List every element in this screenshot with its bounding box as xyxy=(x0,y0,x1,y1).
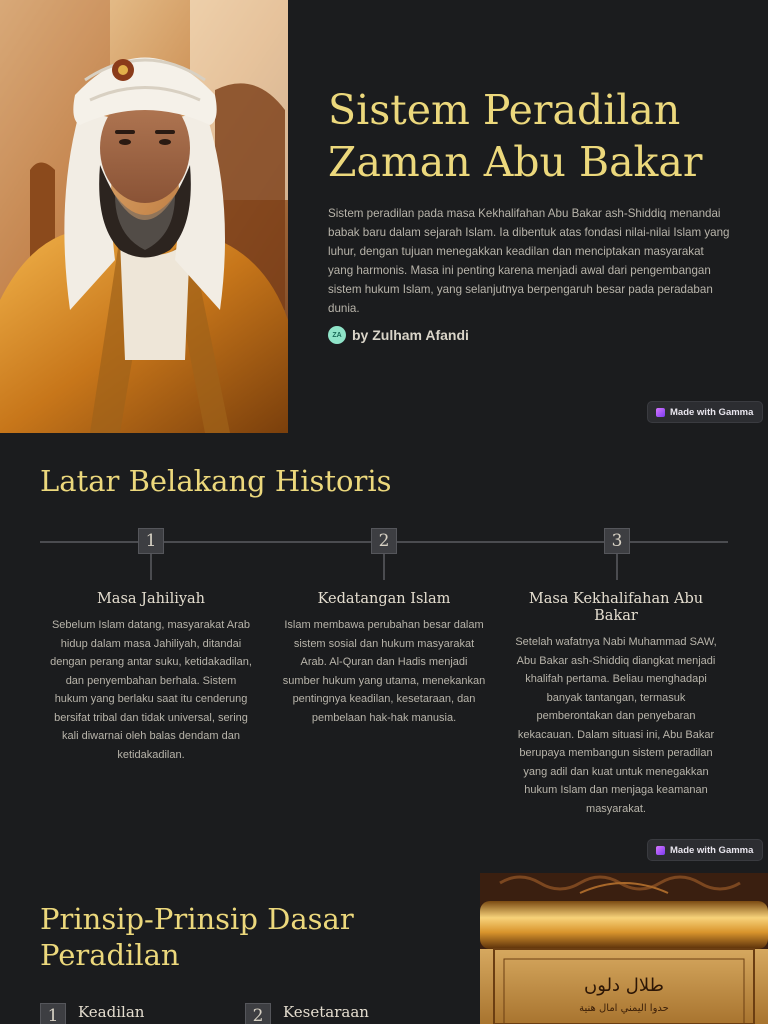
scroll-arabic-line-2: حدوا اليمني امال هنية xyxy=(579,1003,669,1014)
hero-card xyxy=(0,0,768,433)
timeline-step xyxy=(514,591,718,818)
timeline-connector xyxy=(383,554,385,580)
timeline-step xyxy=(49,591,253,764)
section-title-line-1: Prinsip-Prinsip Dasar xyxy=(40,902,354,936)
principle-item xyxy=(245,1003,369,1024)
principle-number: 2 xyxy=(245,1003,271,1024)
timeline-step-number: 1 xyxy=(138,528,164,554)
timeline-connector xyxy=(150,554,152,580)
timeline-step-text: Setelah wafatnya Nabi Muhammad SAW, Abu Bakar ash-Shiddiq diangkat menjadi khalifah pertama. Beliau menghadapi banyak tantangan, termasuk pemberontakan dan penyebaran kekacauan. Dalam situasi ini, Abu Bakar berupaya membangun sistem peradilan yang adil dan kuat untuk menegakkan hukum Islam dan menjaga keamanan masyarakat. xyxy=(515,636,717,815)
scroll-image xyxy=(480,873,768,1024)
badge-label: Made with Gamma xyxy=(670,406,754,418)
principle-item xyxy=(40,1003,144,1024)
timeline-step-heading: Masa Jahiliyah xyxy=(96,591,206,607)
timeline-step-text: Islam membawa perubahan besar dalam sistem sosial dan hukum masyarakat Arab. Al-Quran dan Hadis menjadi sumber hukum yang utama, menekankan pentingnya keadilan, kesetaraan, dan pembelaan hak-hak manusia. xyxy=(282,619,486,724)
timeline-step-text: Sebelum Islam datang, masyarakat Arab hidup dalam masa Jahiliyah, ditandai dengan perang antar suku, ketidakadilan, dan penyembahan berhala. Sistem hukum yang berlaku saat itu cenderung bersifat tribal dan tidak universal, sering kali diwarnai oleh balas dendam dan ketidakadilan. xyxy=(50,619,252,761)
section-title: Latar Belakang Historis xyxy=(40,464,392,498)
timeline-connector xyxy=(616,554,618,580)
portrait-image xyxy=(0,0,288,433)
author-name: by Zulham Afandi xyxy=(352,327,469,343)
hero-description: Sistem peradilan pada masa Kekhalifahan Abu Bakar ash-Shiddiq menandai babak baru dalam sejarah Islam. Ia dibentuk atas fondasi nilai-nilai Islam yang luhur, dengan tujuan menegakkan keadilan dan menciptakan masyarakat yang harmonis. Masa ini penting karena menjadi awal dari pengembangan sistem hukum Islam, yang selanjutnya berpengaruh besar pada peradaban dunia. xyxy=(328,207,730,315)
author-avatar: ZA xyxy=(328,326,346,344)
principles-card xyxy=(0,873,768,1024)
author-byline[interactable] xyxy=(328,326,469,344)
made-with-gamma-badge[interactable] xyxy=(647,839,763,861)
title-line-2: Zaman Abu Bakar xyxy=(328,138,703,186)
principle-label: Kesetaraan xyxy=(283,1003,369,1021)
scroll-arabic-line-1: طلال دلوں xyxy=(584,975,664,996)
title-line-1: Sistem Peradilan xyxy=(328,86,681,134)
page-title xyxy=(328,84,748,188)
badge-label: Made with Gamma xyxy=(670,844,754,856)
section-title-line-2: Peradilan xyxy=(40,938,180,972)
section-title xyxy=(40,901,440,973)
gamma-logo-icon xyxy=(656,408,665,417)
gamma-logo-icon xyxy=(656,846,665,855)
timeline-step-heading: Kedatangan Islam xyxy=(317,591,451,607)
principle-label: Keadilan xyxy=(78,1003,145,1021)
timeline-step-number: 2 xyxy=(371,528,397,554)
made-with-gamma-badge[interactable] xyxy=(647,401,763,423)
timeline-step-number: 3 xyxy=(604,528,630,554)
historical-background-card xyxy=(0,433,768,873)
timeline-step-heading: Masa Kekhalifahan Abu Bakar xyxy=(528,591,704,624)
timeline-step xyxy=(282,591,486,727)
principle-number: 1 xyxy=(40,1003,66,1024)
